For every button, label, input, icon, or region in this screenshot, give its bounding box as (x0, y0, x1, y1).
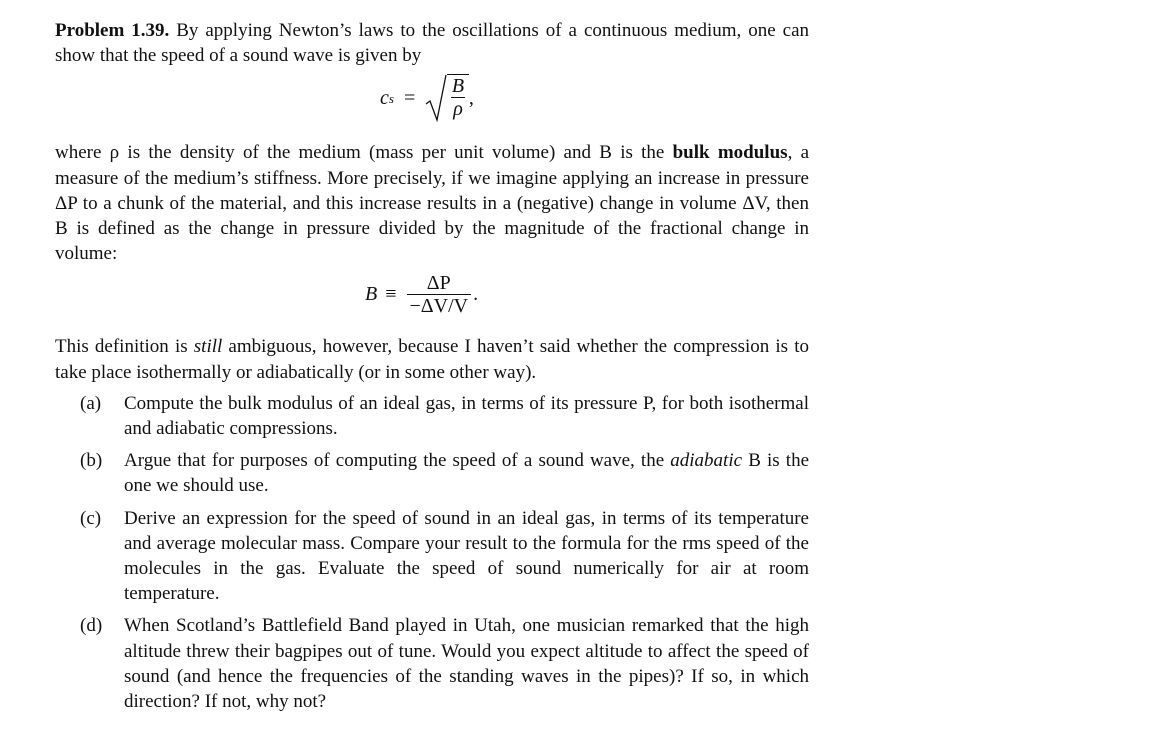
part-b-text-a: Argue that for purposes of computing the speed of a sound wave, the (124, 450, 671, 472)
intro-text: By applying Newton’s laws to the oscillations of a continuous medium, one can show that the speed of a sound wave is given by (55, 20, 810, 67)
para3-italic: still (193, 336, 223, 358)
eq1-tail: , (468, 86, 474, 109)
part-label: (b) (80, 450, 103, 472)
para3-text-a: This definition is (55, 336, 194, 358)
eq2-equiv: ≡ (385, 283, 397, 306)
part-label: (a) (80, 392, 102, 414)
eq1-lhs-var: c (380, 86, 389, 109)
radicand-fraction (447, 74, 469, 122)
problem-parts-list (55, 391, 809, 714)
eq1-lhs-sub: s (388, 90, 394, 106)
part-b-text-b: B is the one we should use. (124, 450, 810, 497)
eq1-numerator: B (451, 75, 465, 98)
bulk-modulus-equation (55, 270, 809, 328)
para3-text-b: ambiguous, however, because I haven’t said whether the compression is to take place isothermally or adiabatically (or in some other way). (55, 336, 810, 383)
eq1-denominator: ρ (453, 98, 463, 121)
ambiguity-paragraph (55, 334, 809, 384)
eq2-denominator: −ΔV/V (407, 294, 472, 317)
part-a (55, 391, 809, 441)
intro-paragraph (55, 18, 809, 68)
part-label: (d) (80, 615, 103, 637)
eq2-tail: . (473, 283, 479, 306)
part-d (55, 613, 809, 714)
para2-bold: bulk modulus (672, 142, 788, 164)
part-c (55, 506, 809, 607)
radical-sign (425, 74, 447, 122)
part-text (124, 448, 809, 498)
para2-text-b: , a measure of the medium’s stiffness. More precisely, if we imagine applying an increase in pressure ΔP to a chunk of the material, and this increase results in a (negative) change in volume ΔV, then B is defined as the change in pressure divided by the magnitude of the fractional change in volume: (55, 142, 810, 265)
eq2-lhs: B (365, 283, 378, 306)
bulk-modulus-paragraph (55, 140, 809, 266)
para2-text-a: where ρ is the density of the medium (mass per unit volume) and B is the (55, 142, 673, 164)
eq2-fraction (407, 272, 472, 317)
eq2-numerator: ΔP (426, 272, 451, 295)
part-b-italic: adiabatic (670, 450, 743, 472)
part-text: Compute the bulk modulus of an ideal gas, in terms of its pressure P, for both isothermal and adiabatic compressions. (124, 392, 809, 440)
part-text: When Scotland’s Battlefield Band played in Utah, one musician remarked that the high altitude threw their bagpipes out of tune. Would you expect altitude to affect the speed of sound (and hence the frequencies of the standing waves in the pipes)? If so, in which direction? If not, why not? (124, 615, 809, 713)
part-b (55, 448, 809, 498)
eq1-equals: = (403, 86, 416, 109)
part-label: (c) (80, 507, 102, 529)
speed-of-sound-equation (55, 72, 809, 134)
problem-page (55, 18, 809, 721)
problem-heading: Problem 1.39. (55, 20, 170, 41)
square-root (425, 74, 469, 122)
part-text: Derive an expression for the speed of sound in an ideal gas, in terms of its temperature and average molecular mass. Compare your result to the formula for the rms speed of the molecules in the gas. Evaluate the speed of sound numerically for air at room temperature. (124, 507, 809, 605)
